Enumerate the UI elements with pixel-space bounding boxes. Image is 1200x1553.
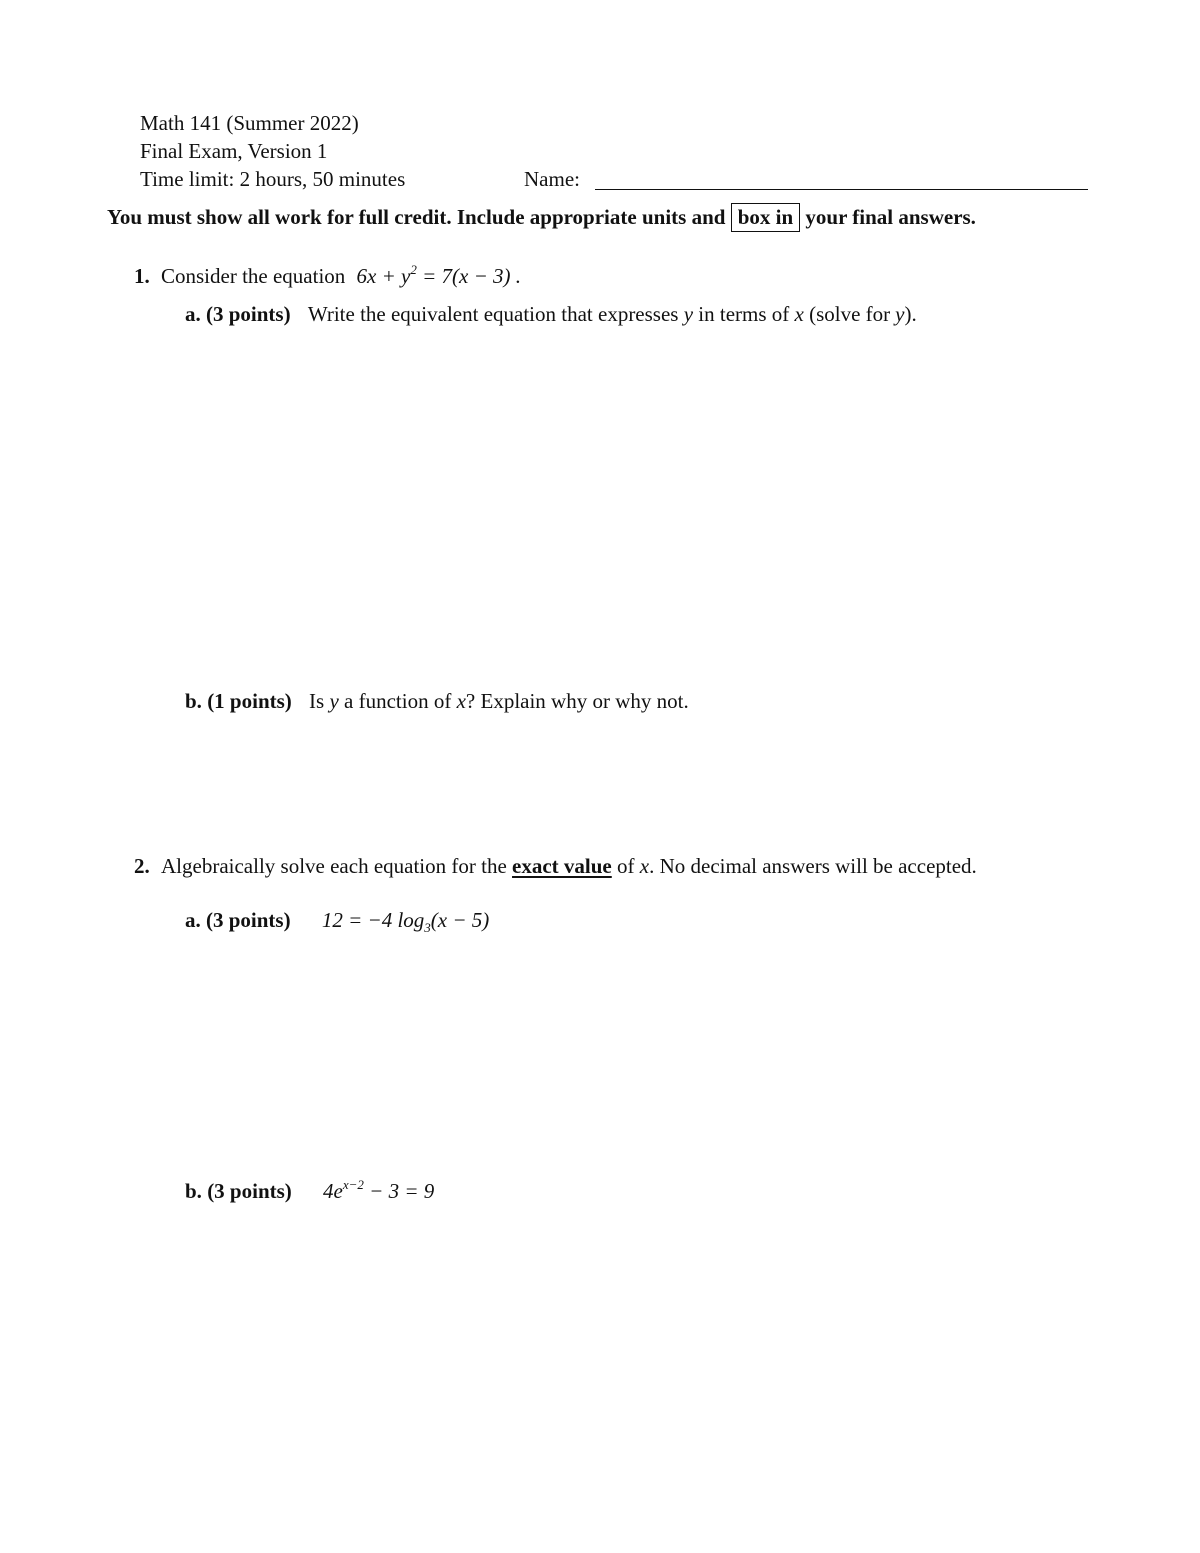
q2a-eq-sub: 3 xyxy=(424,920,431,935)
question-2-v1: x xyxy=(639,854,650,878)
question-2b-equation xyxy=(323,1179,434,1203)
question-2-t2: of xyxy=(617,854,635,878)
q1b-t1: Is xyxy=(309,689,325,713)
q2b-eq-sup: x−2 xyxy=(342,1177,364,1192)
eq-part-a: 6x + y xyxy=(356,264,411,288)
question-2a-points: (3 points) xyxy=(206,908,291,932)
exam-title: Final Exam, Version 1 xyxy=(140,139,328,163)
question-2 xyxy=(134,856,977,877)
instructions xyxy=(107,207,976,228)
q2a-eq-post: (x − 5) xyxy=(430,908,490,932)
q1a-t3: (solve for xyxy=(809,302,891,326)
q1a-t2: in terms of xyxy=(698,302,790,326)
question-1-number: 1. xyxy=(134,264,150,288)
q1b-t2: a function of xyxy=(344,689,452,713)
question-1b xyxy=(185,691,689,712)
q1a-v2: x xyxy=(794,302,804,326)
q2a-eq-pre: 12 = −4 log xyxy=(321,908,425,932)
q1a-t4: ). xyxy=(904,302,917,326)
instructions-boxed: box in xyxy=(731,203,800,232)
q1b-t3: ? Explain why or why not. xyxy=(465,689,689,713)
q1a-t1: Write the equivalent equation that expresses xyxy=(307,302,679,326)
q1b-v1: y xyxy=(329,689,339,713)
question-2b xyxy=(185,1177,435,1203)
question-1a-points: (3 points) xyxy=(206,302,291,326)
question-1 xyxy=(134,262,522,288)
question-2a-label: a. xyxy=(185,908,201,932)
question-2a-equation xyxy=(321,908,490,935)
instructions-part2: your final answers. xyxy=(805,205,976,229)
question-1a xyxy=(185,304,917,325)
question-1a-text xyxy=(308,302,917,326)
question-1-text: Consider the equation xyxy=(161,264,346,288)
question-2-t1: Algebraically solve each equation for the xyxy=(161,854,507,878)
eq-exponent: 2 xyxy=(410,262,417,277)
question-2-emphasis: exact value xyxy=(512,854,612,878)
question-1b-label: b. xyxy=(185,689,202,713)
q2b-eq-pre: 4e xyxy=(323,1179,343,1203)
name-label: Name: xyxy=(524,167,580,191)
question-1-equation xyxy=(357,264,521,288)
eq-part-b: = 7(x − 3) . xyxy=(416,264,522,288)
instructions-part1: You must show all work for full credit. Include appropriate units and xyxy=(107,205,726,229)
question-1b-text xyxy=(309,689,689,713)
question-2b-points: (3 points) xyxy=(207,1179,292,1203)
question-1b-points: (1 points) xyxy=(207,689,292,713)
question-1a-label: a. xyxy=(185,302,201,326)
q2b-eq-post: − 3 = 9 xyxy=(363,1179,435,1203)
name-field-line xyxy=(595,189,1088,190)
q1a-v3: y xyxy=(895,302,905,326)
q1a-v1: y xyxy=(683,302,694,326)
time-limit: Time limit: 2 hours, 50 minutes xyxy=(140,167,406,191)
question-2b-label: b. xyxy=(185,1179,202,1203)
question-2-t3: . No decimal answers will be accepted. xyxy=(649,854,977,878)
question-2-number: 2. xyxy=(134,854,150,878)
course-title: Math 141 (Summer 2022) xyxy=(140,111,359,135)
q1b-v2: x xyxy=(456,689,466,713)
question-2a xyxy=(185,908,490,935)
